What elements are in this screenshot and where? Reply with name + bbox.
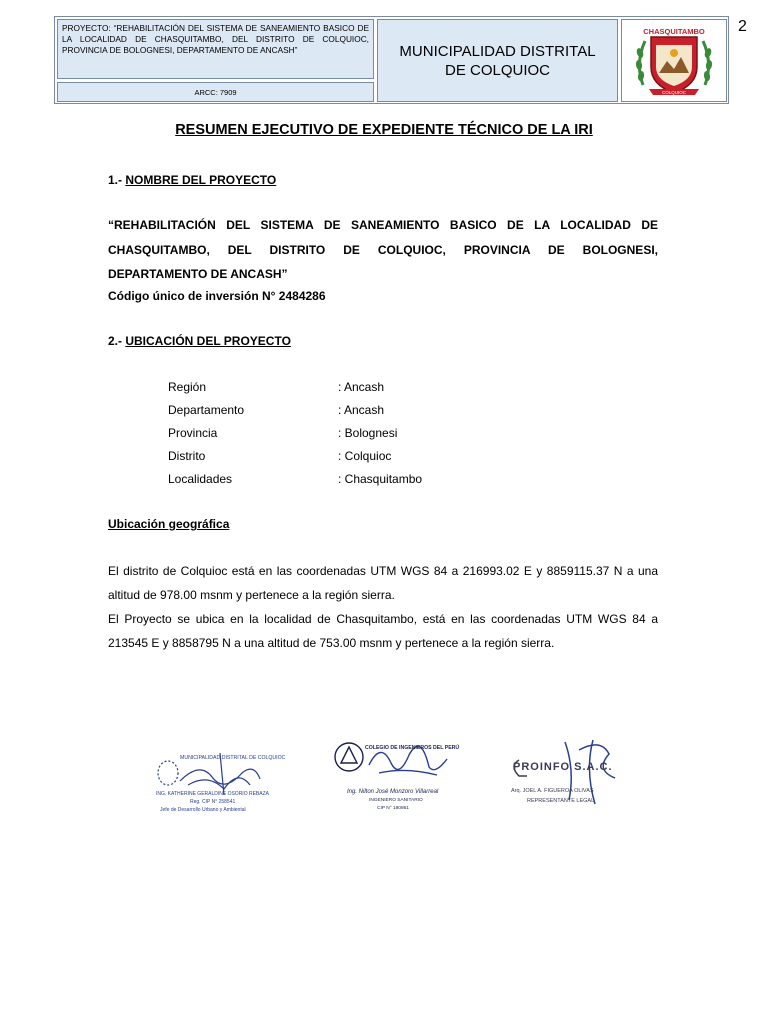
section-1-heading xyxy=(108,173,276,187)
location-value: : Ancash xyxy=(338,380,385,394)
stamp-3-line-3: REPRESENTANTE LEGAL xyxy=(527,798,595,804)
district-coordinates-paragraph: El distrito de Colquioc está en las coordenadas UTM WGS 84 a 216993.02 E y 8859115.37 N a una altitud de 978.00 msnm y pertenece a la región sierra. xyxy=(108,564,658,602)
location-label: Región xyxy=(168,380,207,394)
document-header xyxy=(54,16,729,104)
municipality-crest-icon xyxy=(631,23,717,99)
geographic-location-heading: Ubicación geográfica xyxy=(108,517,230,531)
location-label: Distrito xyxy=(168,449,206,463)
header-arcc-code: ARCC: 7909 xyxy=(57,82,374,102)
signature-stamp-engineer xyxy=(325,723,485,823)
stamp-1-line-4: Jefe de Desarrollo Urbano y Ambiental xyxy=(160,807,246,813)
investment-code: Código único de inversión N° 2484286 xyxy=(108,289,326,303)
stamp-1-line-3: Reg. CIP N° 258541 xyxy=(190,799,236,805)
page-number: 2 xyxy=(738,18,747,35)
stamp-2-line-3: INGENIERO SANITARIO xyxy=(369,798,423,803)
header-municipality-name: MUNICIPALIDAD DISTRITAL DE COLQUIOC xyxy=(377,19,618,102)
section-2-number: 2.- xyxy=(108,334,126,348)
location-value: : Bolognesi xyxy=(338,426,398,440)
section-2-title: UBICACIÓN DEL PROYECTO xyxy=(125,334,291,348)
header-project-text: PROYECTO: “REHABILITACIÓN DEL SISTEMA DE SANEAMIENTO BASICO DE LA LOCALIDAD DE CHASQUITAMBO, DEL DISTRITO DE COLQUIOC, PROVINCIA DE BOLOGNESI, DEPARTAMENTO DE ANCASH” xyxy=(57,19,374,79)
project-name-text: “REHABILITACIÓN DEL SISTEMA DE SANEAMIENTO BASICO DE LA LOCALIDAD DE CHASQUITAMBO, DEL DISTRITO DE COLQUIOC, PROVINCIA DE BOLOGNESI, DEPARTAMENTO DE ANCASH” xyxy=(108,218,658,281)
municipality-logo xyxy=(621,19,727,102)
location-value: : Chasquitambo xyxy=(338,472,423,486)
project-coordinates-paragraph: El Proyecto se ubica en la localidad de Chasquitambo, está en las coordenadas UTM WGS 84 a 213545 E y 8858795 N a una altitud de 753.00 msnm y pertenece a la región sierra. xyxy=(108,612,658,650)
location-label: Provincia xyxy=(168,426,218,440)
stamp-1-line-2: ING. KATHERINE GERALDINE OSORIO REBAZA xyxy=(156,791,269,797)
stamp-3-line-2: Arq. JOEL A. FIGUEROA OLIVAS xyxy=(511,788,594,794)
stamp-3-line-1: PROINFO S.A.C. xyxy=(513,761,613,773)
logo-bottom-text: COLQUIOC xyxy=(661,89,687,95)
section-1-number: 1.- xyxy=(108,173,126,187)
location-label: Departamento xyxy=(168,403,245,417)
location-value: : Colquioc xyxy=(338,449,392,463)
signature-stamp-municipality xyxy=(150,733,290,823)
stamp-1-line-1: MUNICIPALIDAD DISTRITAL DE COLQUIOC xyxy=(180,755,286,761)
section-2-heading xyxy=(108,334,291,348)
location-label: Localidades xyxy=(168,472,233,486)
stamp-2-line-2: Ing. Nilton José Monzoro Villarreal xyxy=(347,789,439,795)
stamp-2-line-4: CIP N° 180861 xyxy=(377,806,409,811)
document-title: RESUMEN EJECUTIVO DE EXPEDIENTE TÉCNICO DE LA IRI xyxy=(175,122,593,138)
signature-stamps xyxy=(150,715,660,825)
signature-stamp-company xyxy=(505,730,655,825)
location-value: : Ancash xyxy=(338,403,385,417)
section-1-title: NOMBRE DEL PROYECTO xyxy=(125,173,277,187)
logo-top-text: CHASQUITAMBO xyxy=(643,26,705,36)
stamp-2-line-1: COLEGIO DE INGENIEROS DEL PERÚ xyxy=(365,745,460,751)
